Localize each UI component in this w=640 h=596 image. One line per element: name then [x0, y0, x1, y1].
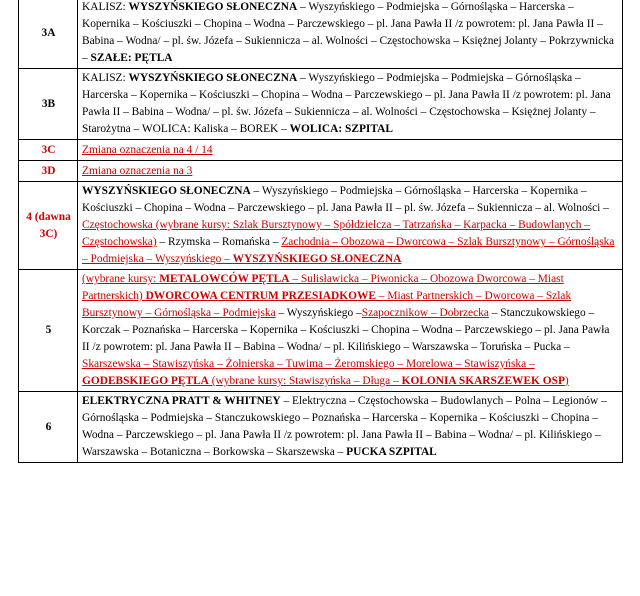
stop-terminus: DWORCOWA CENTRUM PRZESIADKOWE	[145, 290, 376, 302]
stop-terminus: GODEBSKIEGO PĘTLA	[82, 375, 209, 387]
route-description	[78, 0, 623, 69]
route-text: KALISZ:	[82, 72, 129, 84]
route-text: – Wyszyńskiego – Podmiejska – Górnośląska – Harcerska – Kopernika – Kościuszki – Chopina – Wodna – Parczewskiego – pl. Jana Pawła II – pl. św. Józefa – Sukiennicza – al. Wolności –	[82, 185, 609, 214]
route-row	[19, 270, 623, 392]
route-row	[19, 182, 623, 270]
route-text: – Wyszyńskiego – Podmiejska – Podmiejska – Górnośląska – Harcerska – Kopernika – Kościuszki – Chopina – Wodna – Parczewskiego – pl. Jana Pawła II /z powrotem: pl. Jana Pawła II – Babina – Wodna/ – pl. św. Józefa – Sukiennicza – al. Wolności – Częstochowska – Księżnej Jolanty – Starożytna – WOLICA: Kaliska – BOREK –	[82, 72, 611, 135]
route-text: Częstochowska (wybrane kursy: Szlak Bursztynowy – Spółdzielcza – Tatrzańska – Karpacka – Budowlanych – Częstochowska)	[82, 219, 590, 248]
route-text: Skarszewska – Stawiszyńska – Żołnierska – Tuwima – Żeromskiego – Morelowa – Stawiszyńska –	[82, 358, 535, 370]
route-row	[19, 392, 623, 463]
stop-terminus: WYSZYŃSKIEGO SŁONECZNA	[128, 1, 298, 13]
route-description	[78, 182, 623, 270]
route-change-link[interactable]: Zmiana oznaczenia na 4 / 14	[82, 144, 213, 156]
route-text: (wybrane kursy: Stawiszyńska – Długa –	[208, 375, 402, 387]
route-text: – Miast Partnerskich – Dworcowa – Szlak Bursztynowy – Górnośląska – Podmiejska	[82, 290, 572, 319]
stop-terminus: WYSZYŃSKIEGO SŁONECZNA	[82, 185, 251, 197]
route-number: 5	[19, 270, 78, 392]
stop-terminus: WOLICA: SZPITAL	[289, 123, 393, 135]
route-row	[19, 161, 623, 182]
route-number: 3A	[19, 0, 78, 69]
route-number: 3B	[19, 69, 78, 140]
route-number: 4 (dawna 3C)	[19, 182, 78, 270]
routes-table	[18, 0, 623, 463]
route-description	[78, 270, 623, 392]
route-description	[78, 140, 623, 161]
route-row	[19, 140, 623, 161]
route-text: – Stanczukowskiego – Korczak – Poznańska – Harcerska – Kopernika – Kościuszki – Chopina – Wodna – Parczewskiego – pl. Jana Pawła II /z powrotem: pl. Jana Pawła II – Babina – Wodna/ – pl. Kilińskiego – Warszawska – Toruńska – Pucka –	[82, 307, 610, 353]
route-description	[78, 69, 623, 140]
route-text: – Rzymska – Romańska –	[156, 236, 282, 248]
stop-terminus: WYSZYŃSKIEGO SŁONECZNA	[232, 253, 402, 265]
route-text: – Sulisławicka – Piwonicka – Obozowa Dworcowa – Miast Partnerskich)	[82, 273, 564, 302]
routes-table-body	[19, 0, 623, 463]
route-text: Szapocznikow – Dobrzecka	[361, 307, 489, 319]
route-number: 3D	[19, 161, 78, 182]
route-row	[19, 0, 623, 69]
stop-terminus: ELEKTRYCZNA PRATT & WHITNEY	[82, 395, 281, 407]
stop-terminus: METALOWCÓW PĘTLA	[159, 273, 290, 285]
route-row	[19, 69, 623, 140]
route-number: 3C	[19, 140, 78, 161]
route-description	[78, 392, 623, 463]
route-change-link[interactable]: Zmiana oznaczenia na 3	[82, 165, 193, 177]
stop-terminus: KOLONIA SKARSZEWEK OSP	[401, 375, 565, 387]
route-text: Zachodnia – Obozowa – Dworcowa – Szlak Bursztynowy – Górnośląska – Podmiejska – Wyszyńskiego –	[82, 236, 615, 265]
route-number: 6	[19, 392, 78, 463]
route-text: – Wyszyńskiego –	[275, 307, 362, 319]
route-description	[78, 161, 623, 182]
stop-terminus: PUCKA SZPITAL	[346, 446, 437, 458]
route-text: – Wyszyńskiego – Podmiejska – Górnośląska – Harcerska – Kopernika – Kościuszki – Chopina – Wodna – Parczewskiego – pl. Jana Pawła II /z powrotem: pl. Jana Pawła II – Babina – Wodna/ – pl. św. Józefa – Sukiennicza – al. Wolności – Częstochowska – Księżnej Jolanty – Pokrzywnicka –	[82, 1, 614, 64]
stop-terminus: WYSZYŃSKIEGO SŁONECZNA	[128, 72, 298, 84]
route-text: – Elektryczna – Częstochowska – Budowlanych – Polna – Legionów – Górnośląska – Podmiejska – Stanczukowskiego – Poznańska – Harcerska – Kopernika – Kościuszki – Chopina – Wodna – Parczewskiego – pl. Jana Pawła II /z powrotem: pl. Jana Pawła II – Babina – Wodna/ – pl. Kilińskiego – Warszawska – Botaniczna – Borkowska – Skarszewska –	[82, 395, 607, 458]
route-text: (wybrane kursy:	[82, 273, 160, 285]
route-text: KALISZ:	[82, 1, 129, 13]
route-text: )	[564, 375, 569, 387]
stop-terminus: SZAŁE: PĘTLA	[90, 52, 173, 64]
